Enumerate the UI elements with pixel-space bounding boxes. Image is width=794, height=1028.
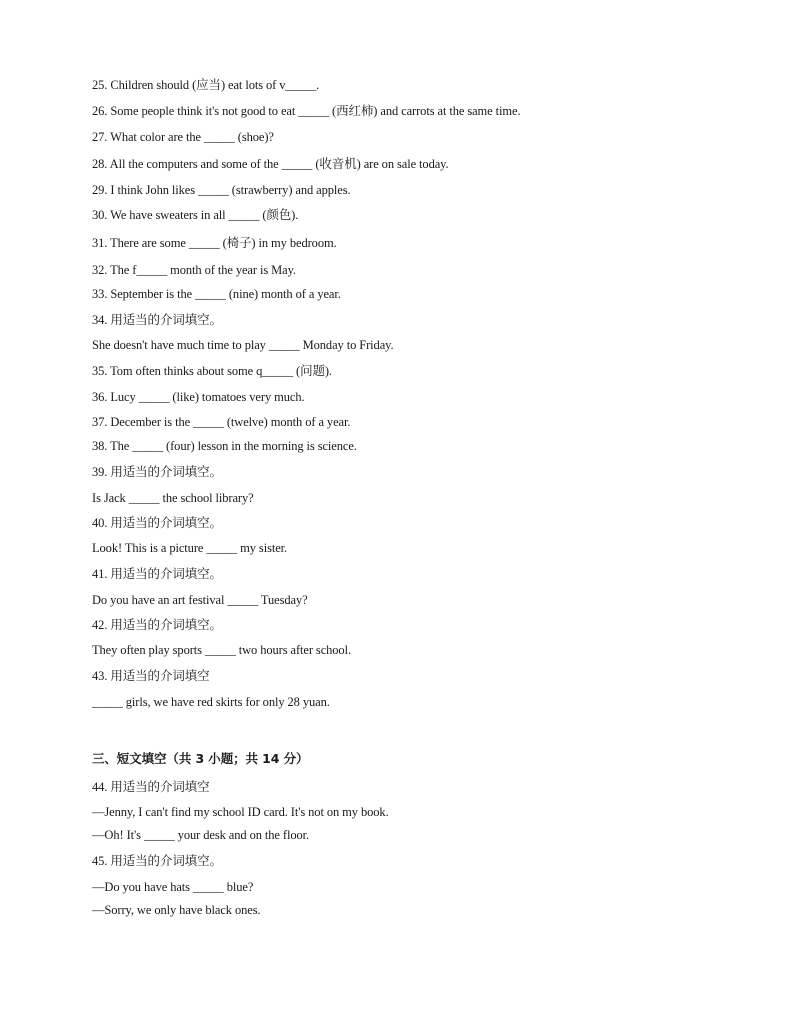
question-41-text: Do you have an art festival _____ Tuesday? [92, 593, 308, 607]
question-28: 28. All the computers and some of the _____ (收音机) are on sale today. [92, 157, 449, 171]
question-45-instruction: 45. 用适当的介词填空。 [92, 854, 222, 868]
question-33: 33. September is the _____ (nine) month of a year. [92, 287, 341, 301]
question-41-instruction: 41. 用适当的介词填空。 [92, 567, 222, 581]
question-40-text: Look! This is a picture _____ my sister. [92, 541, 288, 555]
section-3-heading: 三、短文填空（共 3 小题；共 14 分） [92, 751, 309, 766]
question-40-instruction: 40. 用适当的介词填空。 [92, 516, 222, 530]
question-36: 36. Lucy _____ (like) tomatoes very much. [92, 390, 305, 404]
question-30: 30. We have sweaters in all _____ (颜色). [92, 208, 299, 222]
question-35: 35. Tom often thinks about some q_____ (问题). [92, 364, 332, 378]
question-25: 25. Children should (应当) eat lots of v_____. [92, 78, 320, 92]
question-31: 31. There are some _____ (椅子) in my bedroom. [92, 236, 337, 250]
question-34-instruction: 34. 用适当的介词填空。 [92, 313, 222, 327]
question-44-instruction: 44. 用适当的介词填空 [92, 780, 210, 794]
question-44-line-1: —Jenny, I can't find my school ID card. It's not on my book. [92, 805, 389, 819]
question-27: 27. What color are the _____ (shoe)? [92, 130, 274, 144]
question-39-text: Is Jack _____ the school library? [92, 491, 254, 505]
question-45-line-1: —Do you have hats _____ blue? [92, 880, 254, 894]
question-26: 26. Some people think it's not good to eat _____ (西红柿) and carrots at the same time. [92, 104, 521, 118]
question-45-line-2: —Sorry, we only have black ones. [92, 903, 261, 917]
question-43-instruction: 43. 用适当的介词填空 [92, 669, 210, 683]
question-44-line-2: —Oh! It's _____ your desk and on the floor. [92, 828, 310, 842]
question-37: 37. December is the _____ (twelve) month of a year. [92, 415, 351, 429]
question-42-instruction: 42. 用适当的介词填空。 [92, 618, 222, 632]
question-42-text: They often play sports _____ two hours after school. [92, 643, 351, 657]
question-39-instruction: 39. 用适当的介词填空。 [92, 465, 222, 479]
question-38: 38. The _____ (four) lesson in the morning is science. [92, 439, 357, 453]
question-34-text: She doesn't have much time to play _____ Monday to Friday. [92, 338, 394, 352]
question-43-text: _____ girls, we have red skirts for only 28 yuan. [92, 695, 330, 709]
question-32: 32. The f_____ month of the year is May. [92, 263, 296, 277]
question-29: 29. I think John likes _____ (strawberry) and apples. [92, 183, 351, 197]
